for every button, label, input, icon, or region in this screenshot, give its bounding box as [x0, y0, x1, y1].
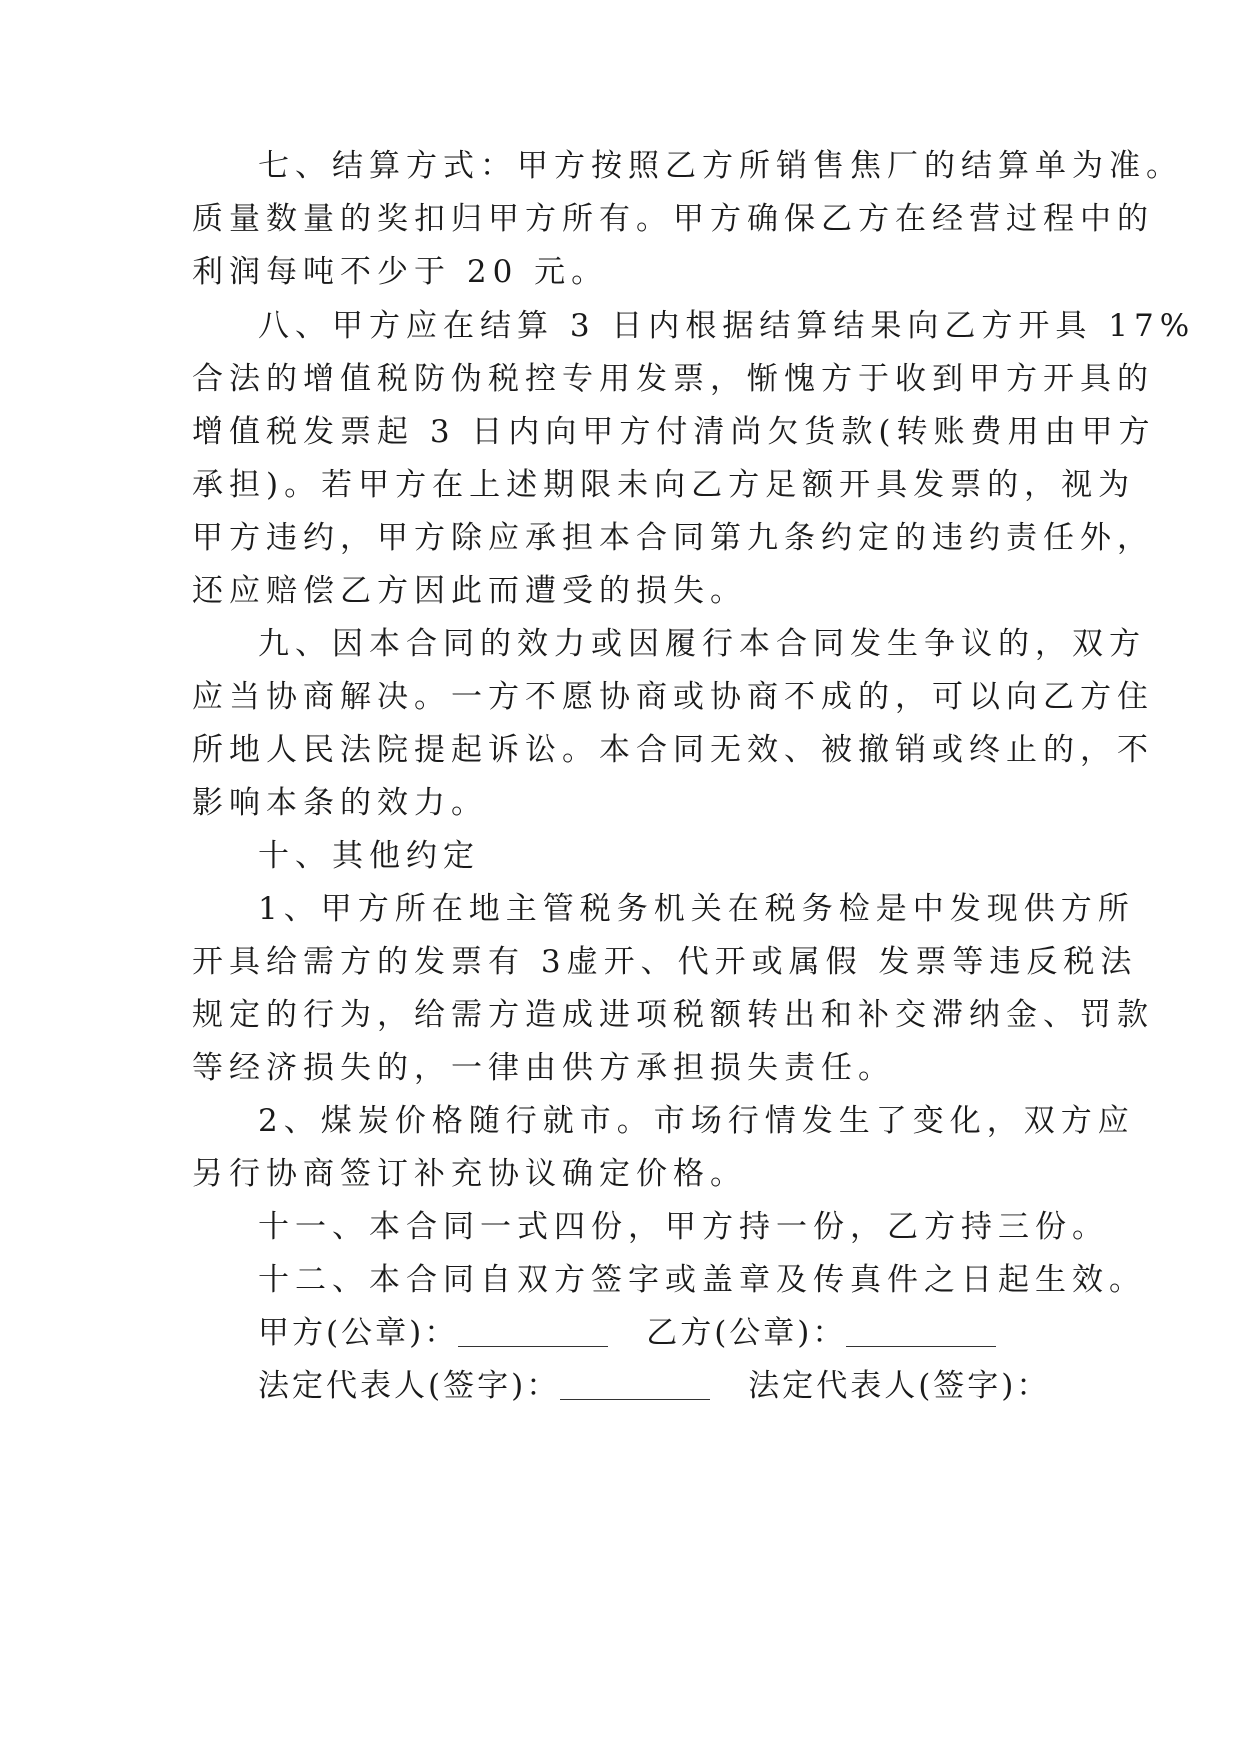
party-b-seal-blank[interactable]: [846, 1307, 996, 1347]
party-a-seal-label: 甲方(公章)：: [258, 1315, 459, 1351]
clause-10-2-line-2: 另行协商签订补充协议确定价格。: [192, 1156, 747, 1192]
clause-7-line-3: 利润每吨不少于 20 元。: [192, 254, 609, 290]
clause-12: 十二、本合同自双方签字或盖章及传真件之日起生效。: [258, 1262, 1146, 1298]
party-a-rep-label: 法定代表人(签字)：: [258, 1368, 561, 1404]
clause-9-line-1: 九、因本合同的效力或因履行本合同发生争议的，双方: [258, 626, 1146, 662]
clause-8-line-4: 承担)。若甲方在上述期限未向乙方足额开具发票的，视为: [192, 467, 1136, 503]
clause-10-1-line-3: 规定的行为，给需方造成进项税额转出和补交滞纳金、罚款: [192, 997, 1154, 1033]
clause-9-line-3: 所地人民法院提起诉讼。本合同无效、被撤销或终止的，不: [192, 732, 1154, 768]
clause-8-line-1: 八、甲方应在结算 3 日内根据结算结果向乙方开具 17%: [258, 308, 1196, 344]
party-a-seal-blank[interactable]: [458, 1307, 608, 1347]
clause-8-line-2: 合法的增值税防伪税控专用发票，惭愧方于收到甲方开具的: [192, 361, 1154, 397]
party-a-rep-blank[interactable]: [560, 1360, 710, 1400]
party-b-rep-label: 法定代表人(签字)：: [748, 1368, 1051, 1404]
clause-7-line-1: 七、结算方式：甲方按照乙方所销售焦厂的结算单为准。: [258, 148, 1183, 184]
clause-8-line-5: 甲方违约，甲方除应承担本合同第九条约定的违约责任外，: [192, 520, 1154, 556]
party-b-seal-label: 乙方(公章)：: [646, 1315, 847, 1351]
clause-10-1-line-2: 开具给需方的发票有 3虚开、代开或属假 发票等违反税法: [192, 944, 1138, 980]
clause-10-1-line-4: 等经济损失的，一律由供方承担损失责任。: [192, 1050, 895, 1086]
representative-row: [258, 1366, 1050, 1406]
clause-8-line-6: 还应赔偿乙方因此而遭受的损失。: [192, 573, 747, 609]
clause-10-title: 十、其他约定: [258, 838, 480, 874]
seal-row: [258, 1313, 996, 1353]
clause-8-line-3: 增值税发票起 3 日内向甲方付清尚欠货款(转账费用由甲方: [192, 414, 1156, 450]
clause-11: 十一、本合同一式四份，甲方持一份，乙方持三份。: [258, 1209, 1109, 1245]
clause-9-line-2: 应当协商解决。一方不愿协商或协商不成的，可以向乙方住: [192, 679, 1154, 715]
clause-7-line-2: 质量数量的奖扣归甲方所有。甲方确保乙方在经营过程中的: [192, 201, 1154, 237]
clause-10-1-line-1: 1、甲方所在地主管税务机关在税务检是中发现供方所: [258, 891, 1135, 927]
clause-9-line-4: 影响本条的效力。: [192, 785, 488, 821]
clause-10-2-line-1: 2、煤炭价格随行就市。市场行情发生了变化，双方应: [258, 1103, 1135, 1139]
